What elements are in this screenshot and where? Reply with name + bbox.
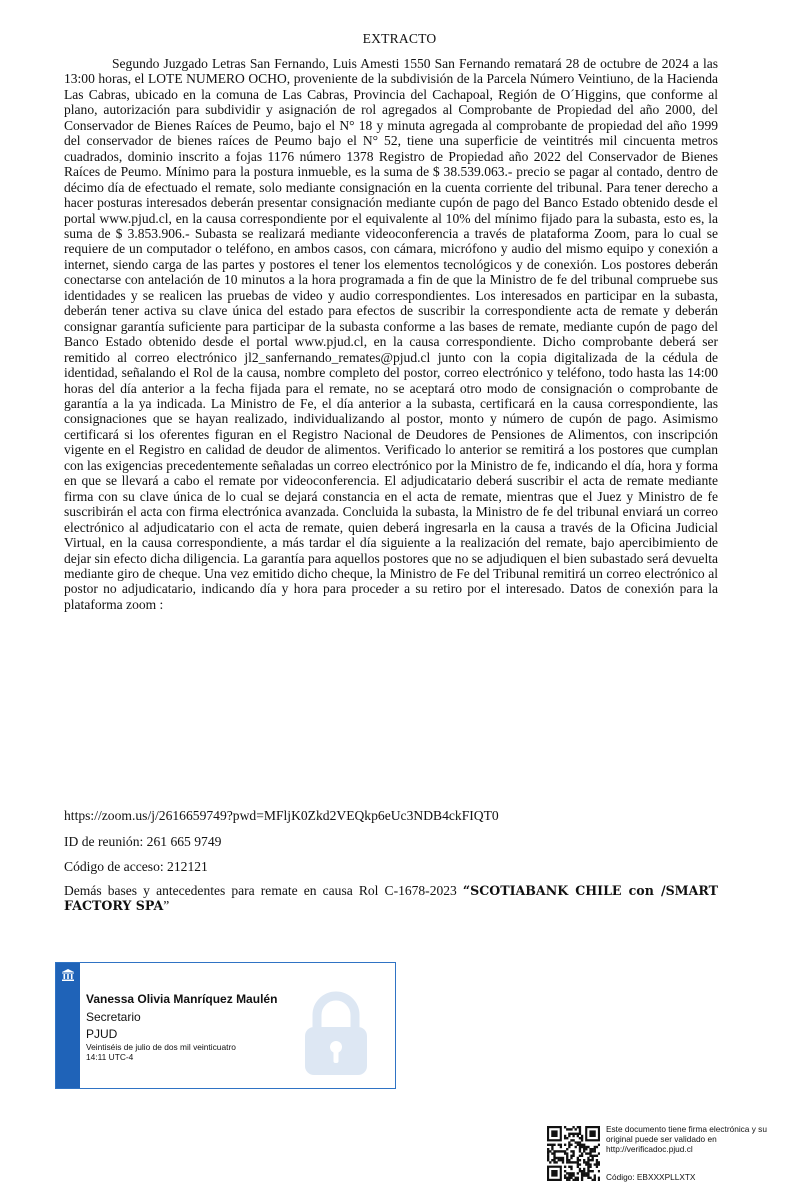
electronic-signature-box xyxy=(55,962,396,1089)
document-title: EXTRACTO xyxy=(362,31,437,46)
bases-suffix: ” xyxy=(163,898,170,913)
zoom-url-link[interactable]: https://zoom.us/j/2616659749?pwd=MFljK0Zkd2VEQkp6eUc3NDB4ckFIQT0 xyxy=(64,808,499,823)
extract-body-paragraph: Segundo Juzgado Letras San Fernando, Luis Amesti 1550 San Fernando rematará 28 de octubre de 2024 a las 13:00 horas, el LOTE NUMERO OCHO, proveniente de la subdivisión de la Parcela Número Veintiuno, de la Hacienda Las Cabras, ubicado en la comuna de Las Cabras, Provincia del Cachapoal, Región de O´Higgins, que conforme al plano, autorización para subdividir y asignación de rol agregados al Comprobante de Propiedad del año 2000, del Conservador de Bienes Raíces de Peumo, bajo el N° 18 y minuta agregada al comprobante de propiedad del año 1999 del conservador de bienes raíces de Peumo bajo el N° 52, tiene una superficie de veintitrés mil cincuenta metros cuadrados, dominio inscrito a fojas 1176 número 1378 Registro de Propiedad año 2022 del Conservador de Bienes Raíces de Peumo. Mínimo para la postura inmueble, es la suma de $ 38.539.063.- precio se pagar al contado, dentro de décimo día de efectuado el remate, solo mediante consignación en la cuenta corriente del tribunal. Para tener derecho a hacer posturas interesados deberán presentar consignación mediante cupón de pago del Banco Estado obtenido desde el portal www.pjud.cl, en la causa correspondiente por el equivalente al 10% del mínimo fijado para la subasta, esto es, la suma de $ 3.853.906.- Subasta se realizará mediante videoconferencia a través de plataforma Zoom, para lo cual se requiere de un computador o teléfono, en ambos casos, con cámara, micrófono y audio del mismo equipo y conexión a internet, siendo carga de las partes y postores el tener los elementos tecnológicos y de conexión. Los postores deberán conectarse con antelación de 10 minutos a la hora programada a fin de que la Ministro de fe del tribunal compruebe sus identidades y se realicen las pruebas de video y audio correspondientes. Los interesados en participar en la subasta, deberán tener activa su clave única del estado para efectos de suscribir la correspondiente acta de remate y deberán consignar garantía suficiente para participar de la subasta conforme a las bases de remate, mediante cupón de pago del Banco Estado obtenido desde el portal www.pjud.cl, en la causa correspondiente. Dicho comprobante deberá ser remitido al correo electrónico jl2_sanfernando_remates@pjud.cl junto con la copia digitalizada de la cédula de identidad, señalando el Rol de la causa, nombre completo del postor, correo electrónico y teléfono, todo hasta las 14:00 horas del día anterior a la fecha fijada para el remate, no se aceptará otro modo de consignación o comprobante de garantía a la ya indicada. La Ministro de Fe, el día anterior a la subasta, certificará en la causa correspondiente, las consignaciones que se hayan realizado, individualizando al postor, monto y número de cupón de pago. Asimismo certificará si los oferentes figuran en el Registro Nacional de Deudores de Pensiones de Alimentos, con inscripción vigente en el Registro en calidad de deudor de alimentos. Verificado lo anterior se remitirá a los postores que cumplan con las exigencias precedentemente señaladas un correo electrónico por la Ministro de fe, indicando el día, hora y forma en que se llevará a cabo el remate por videoconferencia. El adjudicatario deberá suscribir el acta de remate mediante firma con su clave única de lo cual se dejará constancia en el acta de remate, mientras que el Juez y Ministro de fe suscribirán el acta con firma electrónica avanzada. Concluida la subasta, la Ministro de fe del tribunal enviará un correo electrónico al adjudicatario con el acta de remate, quien deberá ingresarla en la causa a través de la Oficina Judicial Virtual, en la causa correspondiente, a más tardar el día siguiente a la realización del remate, bajo apercibimiento de dejar sin efecto dicha diligencia. La garantía para aquellos postores que no se adjudiquen el bien subastado será devuelta mediante giro de cheque. Una vez emitido dicho cheque, la Ministro de Fe del Tribunal remitirá un correo electrónico al postor no adjudicatario, indicando día y hora para proceder a su retiro por el interesado. Datos de conexión para la plataforma zoom : xyxy=(64,56,718,612)
signer-organization: PJUD xyxy=(86,1027,118,1041)
bases-prefix: Demás bases y antecedentes para remate en causa Rol C-1678-2023 xyxy=(64,883,463,898)
signature-time: 14:11 UTC-4 xyxy=(86,1051,134,1062)
qr-code-icon[interactable] xyxy=(547,1126,600,1181)
verification-notice: Este documento tiene firma electrónica y su original puede ser validado en http://verificadoc.pjud.cl xyxy=(606,1124,767,1155)
verification-code: Código: EBXXXPLLXTX xyxy=(606,1172,696,1182)
signature-timestamp xyxy=(86,1043,236,1062)
bases-paragraph xyxy=(64,883,718,913)
zoom-meeting-id: ID de reunión: 261 665 9749 xyxy=(64,834,222,849)
zoom-access-code: Código de acceso: 212121 xyxy=(64,859,208,874)
signature-side-bar xyxy=(56,963,80,1088)
signer-role: Secretario xyxy=(86,1010,141,1024)
signer-name: Vanessa Olivia Manríquez Maulén xyxy=(86,992,278,1006)
courthouse-icon xyxy=(61,968,75,982)
signature-date: Veintiséis de julio de dos mil veinticuatro xyxy=(86,1042,236,1052)
padlock-icon xyxy=(303,989,369,1077)
case-parties: “SCOTIABANK CHILE con /SMART FACTORY SPA xyxy=(64,883,718,913)
